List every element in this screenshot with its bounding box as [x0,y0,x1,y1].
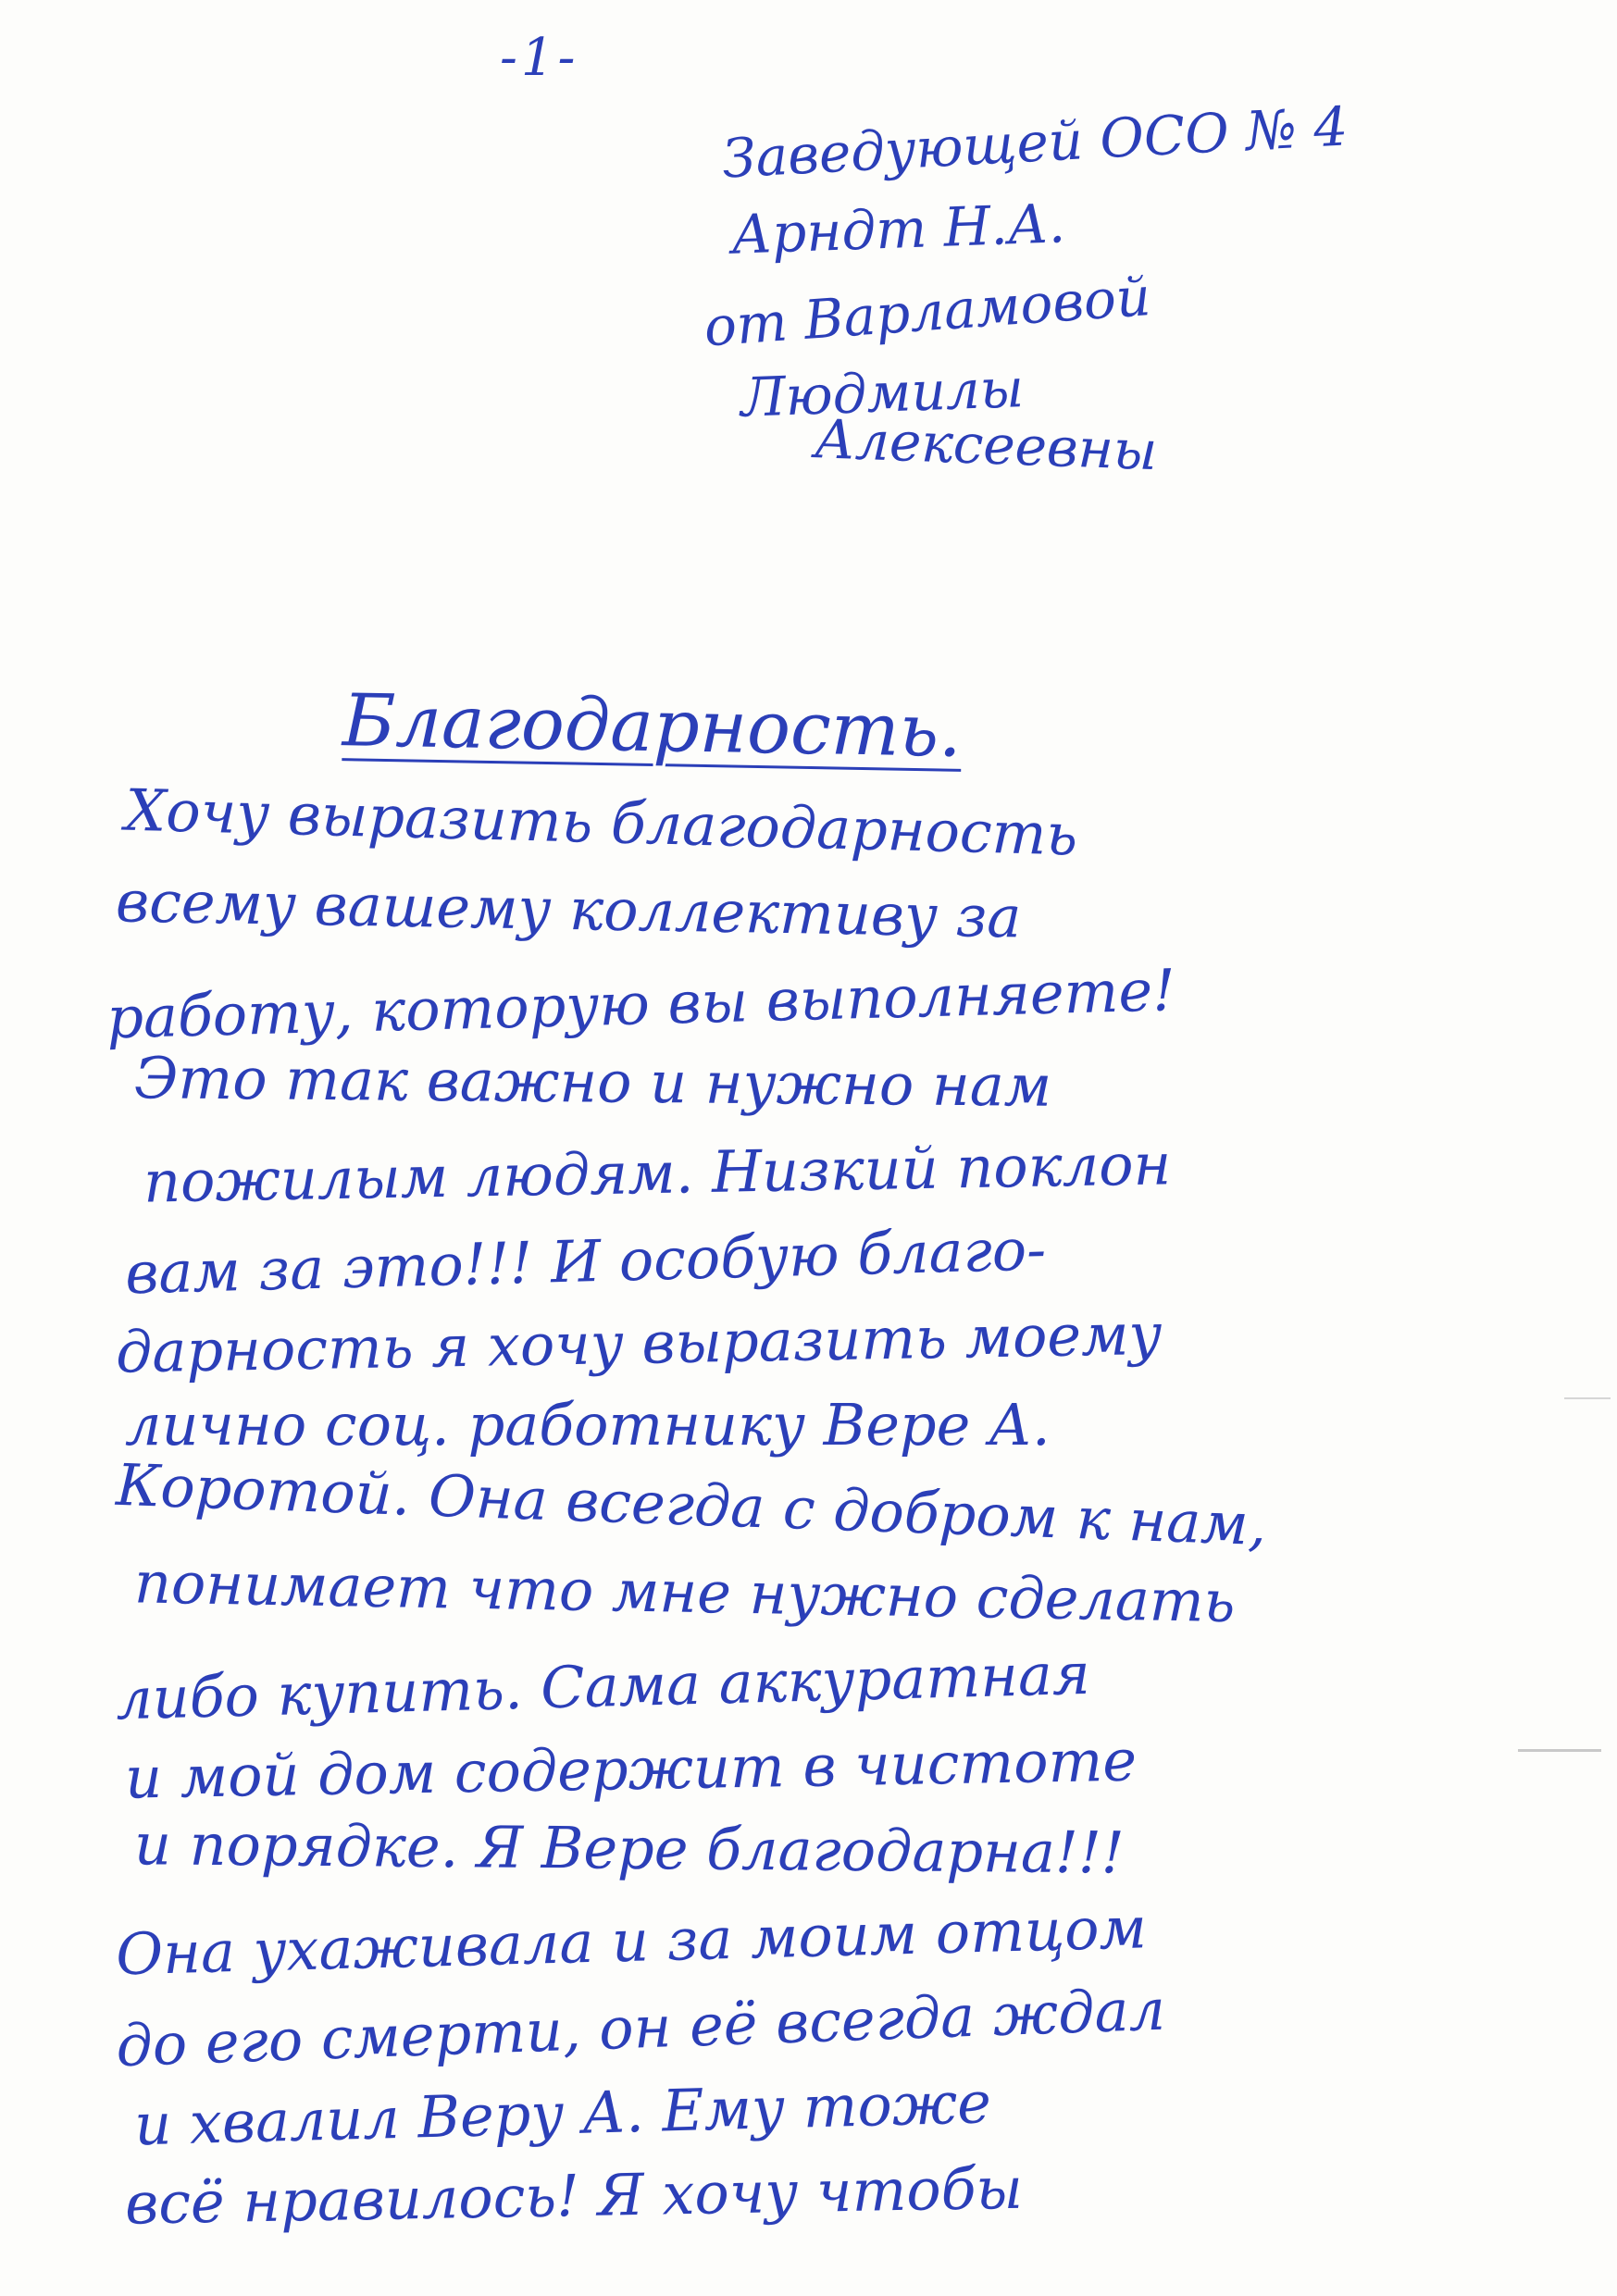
body-line: Это так важно и нужно нам [133,1044,1052,1120]
body-line: либо купить. Сама аккуратная [115,1639,1091,1733]
page-number: -1- [500,28,579,88]
body-line: вам за это!!! И особую благо- [124,1215,1047,1308]
addressee-line: от Варламовой [702,264,1153,359]
letter-heading: Благодарность. [342,679,963,774]
body-line: и хвалил Веру А. Ему тоже [133,2068,992,2159]
addressee-line: Арндт Н.А. [730,192,1067,267]
body-line: понимает что мне нужно сделать [133,1548,1237,1636]
body-line: работу, которую вы выполняете! [106,956,1176,1052]
body-line: Коротой. Она всегда с добром к нам, [115,1450,1268,1559]
body-line: лично соц. работнику Вере А. [125,1391,1051,1458]
addressee-block [702,94,1350,509]
body-line: и мой дом содержит в чистоте [124,1726,1138,1812]
body-line: пожилым людям. Низкий поклон [143,1130,1172,1216]
body-line: и порядке. Я Вере благодарна!!! [133,1810,1125,1887]
paper-edge-mark [1564,1397,1611,1399]
body-line: Хочу выразить благодарность [124,776,1079,869]
body-line: всё нравилось! Я хочу чтобы [124,2153,1024,2238]
paper-edge-mark [1518,1749,1601,1752]
body-line: дарность я хочу выразить моему [115,1299,1163,1386]
addressee-line: Заведующей ОСО № 4 [720,94,1350,191]
letter-body [97,776,1541,2238]
body-line: до его смерти, он её всегда ждал [115,1975,1167,2080]
addressee-line: Алексеевны [814,407,1159,483]
addressee-line: Людмилы [740,356,1026,429]
body-line: всему вашему коллективу за [115,867,1023,951]
body-line: Она ухаживала и за моим отцом [115,1893,1148,1989]
